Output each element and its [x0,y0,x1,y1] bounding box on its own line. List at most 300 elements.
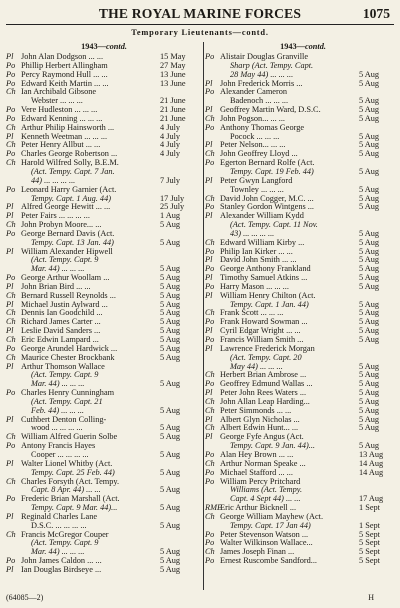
unit-code: Po [6,273,16,283]
officer-name: Cuthbert Denton Colling- [21,414,107,424]
unit-code: Po [205,158,215,168]
entry-row [6,159,202,186]
entry-continuation: Badenoch ... ... ... [230,96,289,106]
entry-row [205,433,400,451]
unit-code: Po [6,441,16,451]
officer-name: Frank Scott ... ... ... [220,308,284,318]
officer-name: John Probyn Moore... ... [21,220,102,230]
entry-body [220,212,400,239]
entry-continuation: Webster ... ... ... [31,96,83,106]
seniority-date: 5 Aug [359,184,380,194]
officer-name: George Fyfe Angus (Act. [220,432,304,442]
officer-name: Leonard Harry Garnier (Act. [21,184,117,194]
seniority-date: 5 Aug [359,193,380,203]
officer-name: William Henry Chilton (Act. [220,290,316,300]
seniority-date: 5 Aug [160,308,181,318]
entry-continuation: 44) ... ... ... ... [31,175,76,185]
unit-code: Po [205,52,215,61]
seniority-date: 7 July [160,175,181,185]
unit-code: Pl [6,414,14,424]
officer-name: Ian Douglas Birdseye ... [21,564,102,574]
officer-name: Peter John Rees Waters ... [220,388,307,398]
unit-code: Ch [205,396,215,406]
seniority-date: 5 Aug [359,246,380,256]
seniority-date: 5 Aug [160,343,181,353]
entry-continuation: Tempy. Capt. 13 Jan. 44) [31,237,114,247]
unit-code: Pl [6,299,14,309]
seniority-date: 5 Aug [359,273,380,283]
entry-row [6,460,202,478]
officer-name: Michael Justin Aylward ... [21,299,108,309]
officer-name: Albert Glyn Nicholas ... [220,414,300,424]
unit-code: Po [6,494,16,504]
seniority-date: 4 July [160,131,181,141]
officer-name: William Alfred Guerin Solbe [21,432,118,442]
officer-name: Harold Wilfred Solly, B.E.M. [21,158,119,168]
unit-code: Po [205,281,215,291]
officer-name: Edward Keith Martin ... ... [21,78,109,88]
officer-name: George Bernard Davis (Act. [21,228,115,238]
seniority-date: 14 Aug [359,467,384,477]
unit-code: Pl [205,78,213,88]
entry-body [220,88,400,106]
unit-code: Po [6,60,16,70]
entry-body [220,557,400,566]
officer-name: Edward Kenning ... ... ... [21,113,103,123]
entry-continuation: Tempy. Capt. 9 Mar. 44)... [31,503,118,513]
seniority-date: 5 Sept [359,556,380,566]
unit-code: Ch [205,370,215,380]
officer-name: George Arundel Hardwick ... [21,343,118,353]
entry-row [205,478,400,505]
officer-name: Antony Francis Hayes [21,441,96,451]
unit-code: Ch [6,432,16,442]
entry-row [205,88,400,106]
unit-code: Pl [205,414,213,424]
officer-name: Dennis Ian Goodchild ... [21,308,103,318]
entry-continuation: Tempy. Capt. 25 Feb. 44) [31,467,115,477]
seniority-date: 14 Aug [359,458,384,468]
unit-code: RME [205,503,223,513]
seniority-date: 4 July [160,149,181,159]
unit-code: Pl [6,564,14,574]
right-column [205,42,400,566]
entry-continuation: (Act. Tempy. Capt. 11 Nov. [230,220,318,230]
entry-continuation: May 44) ... ... ... [230,361,283,371]
officer-name: Alfred George Hewitt ... ... [21,202,111,212]
entry-row [205,292,400,310]
unit-code: Ch [6,476,16,486]
seniority-date: 5 Aug [359,405,380,415]
seniority-date: 5 Aug [359,69,380,79]
officer-name: George William Mayhew (Act. [220,511,324,521]
seniority-date: 27 May [160,60,186,70]
unit-code: Pl [6,131,14,141]
entry-row [6,230,202,248]
entry-continuation: Sharp (Act. Tempy. Capt. [230,60,314,70]
unit-code: Po [205,264,215,274]
entry-row [205,177,400,195]
unit-code: Po [205,379,215,389]
subtitle-contd: contd. [105,42,127,51]
officer-name: John Frederick Morris ... [220,78,303,88]
entry-body [21,389,202,416]
subtitle-year: 1943— [81,42,106,51]
seniority-date: 5 Aug [160,335,181,344]
officer-name: William Percy Pritchard [220,476,301,486]
unit-code: Pl [205,290,213,300]
unit-code: Po [6,556,16,566]
seniority-date: 5 Aug [160,423,181,433]
officer-name: George Anthony Frankland [220,264,311,274]
entry-body [220,345,400,372]
seniority-date: 5 Aug [359,105,380,115]
officer-name: Edward William Kirby ... [220,237,305,247]
seniority-date: 5 Aug [160,299,181,309]
unit-code: Po [205,476,215,486]
seniority-date: 5 Aug [359,441,380,451]
unit-code: Ch [205,193,215,203]
entry-continuation: Capt. 8 Apr. 44) ... ... [31,485,101,495]
officer-name: John Alan Dodgson ... ... [21,52,104,61]
entry-continuation: (Act. Tempy. Capt. 7 Jan. [31,166,115,176]
unit-code: Pl [6,361,14,371]
seniority-date: 5 Aug [160,485,181,495]
unit-code: Pl [205,175,213,185]
officer-name: Harry Mason ... ... ... [220,281,289,291]
officer-name: Geoffrey Martin Ward, D.S.C. [220,105,321,115]
unit-code: Ch [6,352,16,362]
officer-name: Arthur Philip Hainsworth ... [21,122,115,132]
entry-continuation: Tempy. Capt. 1 Aug. 44) [31,193,111,203]
unit-code: Ch [205,547,215,557]
seniority-date: 5 Aug [359,166,380,176]
page-title: THE ROYAL MARINE FORCES [98,6,302,21]
entry-body [21,416,202,434]
entry-body [21,363,202,390]
unit-code: Pl [205,388,213,398]
entry-body [220,53,400,80]
unit-code: Po [6,184,16,194]
officer-name: Anthony Thomas George [220,122,305,132]
unit-code: Ch [6,122,16,132]
unit-code: Ch [6,308,16,318]
seniority-date: 1 Sept [359,503,380,513]
seniority-date: 5 Aug [359,361,380,371]
seniority-date: 5 Aug [359,281,380,291]
unit-code: Ch [205,149,215,159]
entry-body [21,248,202,275]
entry-body [21,442,202,460]
officer-name: Eric Edwin Lampard ... [21,335,99,344]
seniority-date: 5 Aug [160,405,181,415]
entry-body [220,433,400,451]
seniority-date: 5 Aug [359,140,380,150]
entry-continuation: Mar. 44) ... ... ... [31,379,85,389]
unit-code: Po [6,388,16,398]
seniority-date: 5 Aug [359,423,380,433]
unit-code: Po [205,202,215,212]
unit-code: Po [205,335,215,344]
officer-name: Michael Stafford ... ... [220,467,293,477]
entry-continuation: Capt. 4 Sept 44) ... ... [230,494,301,504]
unit-code: Po [205,556,215,566]
seniority-date: 5 Aug [359,396,380,406]
seniority-date: 5 Aug [160,564,181,574]
entry-row [205,212,400,239]
seniority-date: 5 Aug [359,237,380,247]
officer-name: Leslie David Sanders ... [21,326,101,336]
unit-code: Pl [6,511,14,521]
seniority-date: 5 Aug [359,264,380,274]
seniority-date: 13 June [160,69,186,79]
officer-name: David John Cogger, M.C. ... [220,193,314,203]
entry-body [21,230,202,248]
officer-name: Kenneth Weetman ... ... ... [21,131,108,141]
unit-code: Pl [205,105,213,115]
seniority-date: 5 Sept [359,538,380,548]
officer-name: Albert Edwin Hunt... ... [220,423,299,433]
entry-row [205,124,400,142]
entry-row [6,513,202,531]
entry-body [21,531,202,558]
officer-name: Egerton Bernard Rolfe (Act. [220,158,315,168]
seniority-date: 5 Aug [160,281,181,291]
officer-name: Charles Forsyth (Act. Tempy. [21,476,120,486]
subtitle-contd: contd. [304,42,326,51]
entry-body [21,186,202,204]
entry-row [6,363,202,390]
seniority-date: 5 Aug [160,317,181,327]
unit-code: Ch [6,335,16,344]
entry-continuation: (Act. Tempy. Capt. 9 [31,538,99,548]
entry-row [6,88,202,106]
officer-name: Cyril Edgar Wright ... ... [220,326,301,336]
seniority-date: 5 Sept [359,529,380,539]
print-code: (64085—2) [6,593,44,602]
entry-row [205,513,400,531]
unit-code: Po [205,87,215,97]
officer-name: Frederic Brian Marshall (Act. [21,494,120,504]
officer-name: George Arthur Woollam ... [21,273,110,283]
officer-name: Alan Hey Brown ... ... [220,449,294,459]
signature-mark: H [368,593,374,602]
seniority-date: 5 Aug [359,317,380,327]
unit-code: Pl [6,281,14,291]
entry-continuation: Williams (Act. Tempy. [230,485,303,495]
entry-row [205,557,400,566]
officer-name: Geoffrey Edmund Wallas ... [220,379,313,389]
seniority-date: 5 Aug [160,264,181,274]
unit-code: Ch [205,511,215,521]
entry-row [6,248,202,275]
entry-continuation: Mar. 44) ... ... ... [31,264,85,274]
seniority-date: 5 Aug [359,255,380,265]
unit-code: Po [205,529,215,539]
entry-row [205,53,400,80]
officer-name: Francis William Smith ... [220,335,304,344]
seniority-date: 5 Aug [160,432,181,442]
seniority-date: 5 Aug [359,113,380,123]
seniority-date: 17 July [160,193,185,203]
seniority-date: 5 Aug [160,379,181,389]
officer-name: Arthur Thomson Wallace [21,361,105,371]
unit-code: Po [6,149,16,159]
seniority-date: 5 Aug [359,78,380,88]
officer-name: Eric Arthur Bicknell ... [220,503,297,513]
officer-name: Charles George Robertson ... [21,149,118,159]
entry-row [205,159,400,177]
officer-name: Philip Ian Kirker ... ... [220,246,293,256]
unit-code: Ch [6,87,16,97]
seniority-date: 5 Aug [359,202,380,212]
unit-code: Po [205,538,215,548]
officer-name: Walter Lionel Whitby (Act. [21,458,113,468]
unit-code: Ch [6,158,16,168]
unit-code: Po [6,78,16,88]
officer-name: Ian Archibald Gibsone [21,87,97,97]
seniority-date: 13 June [160,78,186,88]
seniority-date: 5 Aug [359,131,380,141]
unit-code: Pl [205,273,213,283]
entry-row [6,389,202,416]
entry-continuation: Townley ... ... ... [230,184,284,194]
entry-row [6,186,202,204]
seniority-date: 5 Aug [160,520,181,530]
unit-code: Pl [205,140,213,150]
unit-code: Ch [6,529,16,539]
unit-code: Ch [205,458,215,468]
entry-continuation: Cooper ... ... ... ... [31,449,89,459]
officer-name: Francis McGregor Couper [21,529,109,539]
officer-name: David John Smith ... ... [220,255,297,265]
entry-body [21,566,202,575]
seniority-date: 25 July [160,202,185,212]
seniority-date: 21 June [160,105,186,115]
seniority-date: 5 Aug [359,388,380,398]
entry-continuation: D.S.C. ... ... ... ... [31,520,87,530]
entry-continuation: 43) ... ... ... ... [230,228,275,238]
officer-name: Walter Wilkinson Wallace... [220,538,313,548]
seniority-date: 5 Aug [160,352,181,362]
entry-continuation: 28 May 44) ... ... ... [230,69,294,79]
officer-name: Lawrence Frederick Morgan [220,343,315,353]
unit-code: Pl [205,211,213,221]
unit-code: Ch [205,113,215,123]
subtitle-year: 1943— [280,42,305,51]
unit-code: Pl [205,432,213,442]
unit-code: Pl [6,326,14,336]
entry-continuation: (Act. Tempy. Capt. 9 [31,255,99,265]
page-header [6,2,394,25]
seniority-date: 5 Aug [160,449,181,459]
officer-name: John Brian Bird ... ... [21,281,91,291]
entry-row [6,416,202,434]
entry-body [220,159,400,177]
entry-continuation: Mar. 44) ... ... ... [31,547,85,557]
officer-name: Peter Fairs ... ... ... ... [21,211,90,221]
column-divider [203,42,204,590]
officer-name: Phillip Herbert Allingham [21,60,108,70]
officer-name: Herbert Brian Ambrose ... [220,370,307,380]
unit-code: Po [205,246,215,256]
officer-name: James Joseph Finan ... [220,547,295,557]
entry-body [21,88,202,106]
officer-name: Bernard Russell Reynolds ... [21,290,116,300]
seniority-date: 5 Aug [359,379,380,389]
seniority-date: 5 Aug [359,308,380,318]
entry-body [21,460,202,478]
entry-body [21,478,202,496]
entry-body [21,159,202,186]
officer-name: John James Caldon ... ... [21,556,102,566]
seniority-date: 4 July [160,122,181,132]
seniority-date: 5 Aug [160,503,181,513]
entry-row [6,531,202,558]
seniority-date: 21 June [160,96,186,106]
entry-body [220,478,400,505]
officer-name: Peter Nelson... ... ... [220,140,286,150]
seniority-date: 5 Aug [359,326,380,336]
unit-code: Po [6,105,16,115]
seniority-date: 5 Sept [359,547,380,557]
entry-continuation: Feb. 44) ... ... ... [31,405,84,415]
page-number: 1075 [362,6,390,21]
unit-code: Pl [205,255,213,265]
unit-code: Po [6,69,16,79]
unit-code: Po [6,343,16,353]
unit-code: Ch [6,220,16,230]
seniority-date: 5 Aug [160,290,181,300]
officer-name: Peter Gwyn Langford [220,175,293,185]
entry-body [220,124,400,142]
entry-body [220,292,400,310]
unit-code: Pl [6,52,14,61]
seniority-date: 17 Aug [359,494,384,504]
officer-name: John Allan Leap Harding... [220,396,310,406]
officer-name: John Pogson... ... ... [220,113,286,123]
entry-row [6,566,202,575]
officer-name: John Geoffrey Lloyd ... [220,149,298,159]
seniority-date: 5 Aug [359,228,380,238]
seniority-date: 5 Aug [359,414,380,424]
seniority-date: 5 Aug [359,96,380,106]
unit-code: Ch [6,290,16,300]
seniority-date: 5 Aug [160,467,181,477]
officer-name: Alistair Douglas Granville [220,52,309,61]
seniority-date: 1 Aug [160,211,181,221]
officer-name: Peter Henry Allbut ... ... [21,140,101,150]
seniority-date: 5 Aug [160,547,181,557]
seniority-date: 13 Aug [359,449,384,459]
seniority-date: 1 Sept [359,520,380,530]
entry-continuation: Pocock ... ... ... [230,131,280,141]
unit-code: Ch [205,405,215,415]
officer-name: Charles Henry Cunningham [21,388,115,398]
unit-code: Po [205,122,215,132]
unit-code: Po [205,317,215,327]
unit-code: Ch [6,140,16,150]
unit-code: Pl [6,458,14,468]
officer-name: Stanley Gordon Wintgens ... [220,202,314,212]
unit-code: Po [205,449,215,459]
officer-name: Percy Raymond Hull ... ... [21,69,108,79]
officer-name: Peter Stevenson Watson ... [220,529,309,539]
officer-name: Frank Howard Sowman ... [220,317,308,327]
entry-row [205,345,400,372]
officer-name: Ernest Ruscombe Sandford... [220,556,318,566]
entry-continuation: (Act. Tempy. Capt. 20 [230,352,302,362]
